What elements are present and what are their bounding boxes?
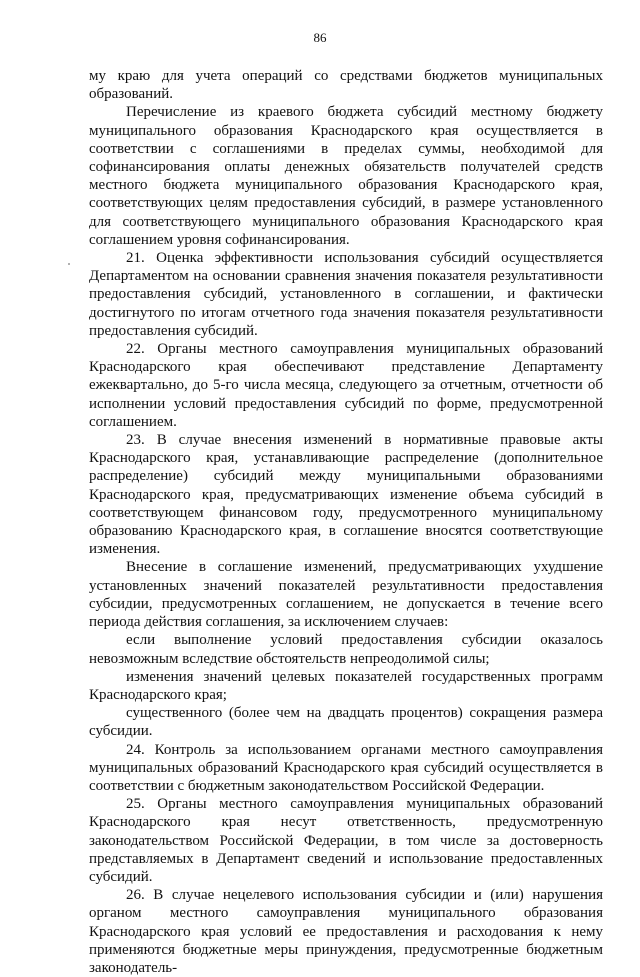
paragraph-agreement-changes: Внесение в соглашение изменений, предусматривающих ухудшение установленных значений показателей результативности предоставления субсидии, предусмотренных соглашением, не допускается в течение всего периода действия соглашения, за исключением случаев: xyxy=(89,559,603,631)
paragraph-25: 25. Органы местного самоуправления муниципальных образований Краснодарского края несут ответственность, предусмотренную законодательством Российской Федерации, в том числе за достоверность представляемых в Департамент сведений и использование предоставленных субсидий. xyxy=(89,796,603,885)
document-body xyxy=(89,67,603,977)
paragraph-24: 24. Контроль за использованием органами местного самоуправления муниципальных образований Краснодарского края субсидий осуществляется в соответствии с бюджетным законодательством Российской Федерации. xyxy=(89,741,603,794)
paragraph-transfer-of-subsidies: Перечисление из краевого бюджета субсидий местному бюджету муниципального образования Краснодарского края осуществляется в соответствии с соглашениями в пределах суммы, необходимой для софинансирования оплаты денежных обязательств получателей средств местного бюджета муниципального образования Краснодарского края, соответствующих целям предоставления субсидий, в размере установленного для соответствующего муниципального образования Краснодарского края соглашением уровня софинансирования. xyxy=(89,104,603,248)
paragraph-exception-targets: изменения значений целевых показателей государственных программ Краснодарского края; xyxy=(89,668,603,703)
paragraph-exception-reduction: существенного (более чем на двадцать процентов) сокращения размера субсидии. xyxy=(89,705,603,740)
paragraph-26: 26. В случае нецелевого использования субсидии и (или) нарушения органом местного самоуправления муниципального образования Краснодарского края условий ее предоставления и расходования к нему применяются бюджетные меры принуждения, предусмотренные бюджетным законодатель- xyxy=(89,887,603,976)
paragraph-21: 21. Оценка эффективности использования субсидий осуществляется Департаментом на основании сравнения значения показателя результативности предоставления субсидий, установленного в соглашении, и фактически достигнутого по итогам отчетного года значения показателя результативности предоставления субсидий. xyxy=(89,250,603,339)
paragraph-continuation: му краю для учета операций со средствами бюджетов муниципальных образований. xyxy=(89,68,603,103)
paragraph-23: 23. В случае внесения изменений в нормативные правовые акты Краснодарского края, устанавливающие распределение (дополнительное распределение) субсидий между муниципальными образованиями Краснодарского края, предусматривающих изменение объема субсидий в соответствующем финансовом году, предусмотренного муниципальному образованию Краснодарского края, в соглашение вносятся соответствующие изменения. xyxy=(89,432,603,558)
margin-mark xyxy=(68,263,70,265)
paragraph-22: 22. Органы местного самоуправления муниципальных образований Краснодарского края обеспечивают представление Департаменту ежеквартально, до 5-го числа месяца, следующего за отчетным, отчетности об исполнении условий предоставления субсидий по форме, предусмотренной соглашением. xyxy=(89,341,603,430)
page-number: 86 xyxy=(313,30,327,45)
paragraph-exception-force-majeure: если выполнение условий предоставления субсидии оказалось невозможным вследствие обстоятельств непреодолимой силы; xyxy=(89,632,603,667)
